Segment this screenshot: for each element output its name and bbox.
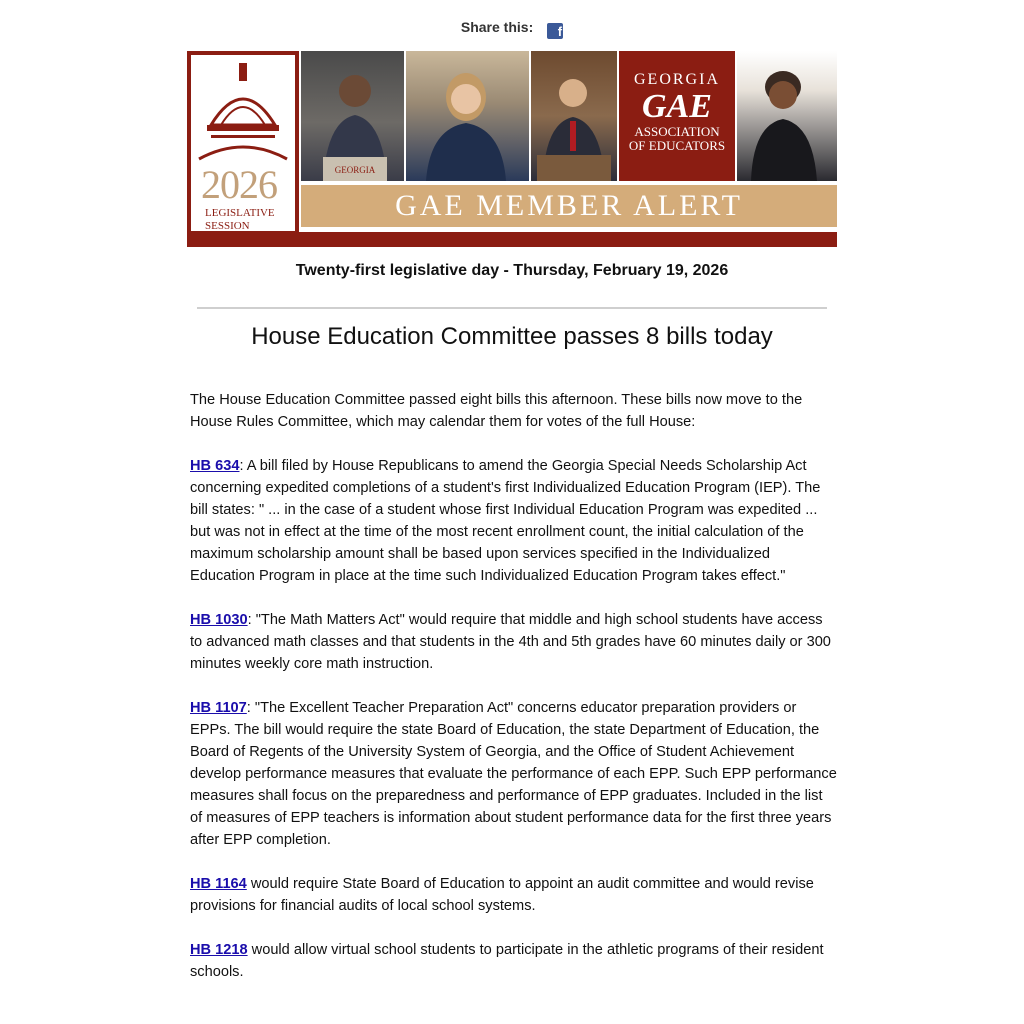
bill-description: : "The Math Matters Act" would require that middle and high school students have access to advanced math classes and that students in the 4th and 5th grades have 60 minutes daily or 300 minutes weekly core math instruction. xyxy=(190,612,831,672)
person-silhouette-icon xyxy=(301,51,404,181)
page-title: House Education Committee passes 8 bills today xyxy=(251,323,773,350)
podium-text: GEORGIA xyxy=(334,165,376,175)
legislative-dateline: Twenty-first legislative day - Thursday, February 19, 2026 xyxy=(295,262,729,279)
share-bar xyxy=(0,19,1024,39)
member-alert-title: GAE MEMBER ALERT xyxy=(301,185,837,227)
banner-bottom-stripe xyxy=(187,232,837,247)
bill-link-hb634[interactable]: HB 634 xyxy=(190,458,240,474)
session-label: LEGISLATIVE SESSION xyxy=(205,207,275,232)
facebook-icon[interactable]: f xyxy=(547,23,563,39)
share-label: Share this: xyxy=(460,19,534,35)
bill-item xyxy=(190,609,838,675)
section-divider xyxy=(197,307,827,309)
bill-item xyxy=(190,455,838,587)
session-year: 2026 xyxy=(201,162,277,207)
capitol-seal-panel xyxy=(187,51,299,237)
bill-item xyxy=(190,873,838,917)
legislator-photo-3 xyxy=(531,51,617,181)
logo-educators: OF EDUCATORS xyxy=(628,138,726,153)
bill-description: : A bill filed by House Republicans to amend the Georgia Special Needs Scholarship Act concerning expedited completions of a student's first Individualized Education Program (IEP). The bill states: " ... in the case of a student whose first Individual Education Program was expedited ... but was not in effect at the time of the most recent enrollment count, the initial calculation of the maximum scholarship amount shall be based upon services specified in the Individualized Education Program in place at the time such Individualized Education Program takes effect." xyxy=(190,458,821,584)
intro-paragraph: The House Education Committee passed eight bills this afternoon. These bills now move to the House Rules Committee, which may calendar them for votes of the full House: xyxy=(190,392,803,430)
capitol-dome-icon xyxy=(191,55,295,165)
person-silhouette-icon xyxy=(737,51,837,181)
logo-state: GEORGIA xyxy=(634,71,720,88)
person-silhouette-icon xyxy=(406,51,529,181)
gae-logo-panel xyxy=(619,51,735,181)
legislator-photo-2 xyxy=(406,51,529,181)
legislator-photo-4 xyxy=(737,51,837,181)
bill-item xyxy=(190,939,838,983)
bill-link-hb1218[interactable]: HB 1218 xyxy=(190,942,248,958)
bill-item xyxy=(190,697,838,851)
bill-description: : "The Excellent Teacher Preparation Act" concerns educator preparation providers or EPPs. The bill would require the state Board of Education, the state Department of Education, the Board of Regents of the University System of Georgia, and the Office of Student Achievement develop performance measures that evaluate the performance of each EPP. Such EPP performance measures shall focus on the preparedness and performance of EPP graduates. Included in the list of measures of EPP teachers is information about student performance data for the first three years after EPP completion. xyxy=(190,700,837,848)
article-body xyxy=(190,389,838,1005)
bill-description: would allow virtual school students to participate in the athletic programs of their resident schools. xyxy=(190,942,824,980)
bill-description: would require State Board of Education to appoint an audit committee and would revise provisions for financial audits of local school systems. xyxy=(190,876,814,914)
logo-association: ASSOCIATION xyxy=(634,124,720,139)
bill-link-hb1107[interactable]: HB 1107 xyxy=(190,700,247,716)
person-silhouette-icon xyxy=(531,51,617,181)
bill-link-hb1030[interactable]: HB 1030 xyxy=(190,612,248,628)
bill-link-hb1164[interactable]: HB 1164 xyxy=(190,876,247,892)
header-banner xyxy=(187,51,837,247)
logo-mark: GAE xyxy=(642,88,712,125)
legislator-photo-1 xyxy=(301,51,404,181)
